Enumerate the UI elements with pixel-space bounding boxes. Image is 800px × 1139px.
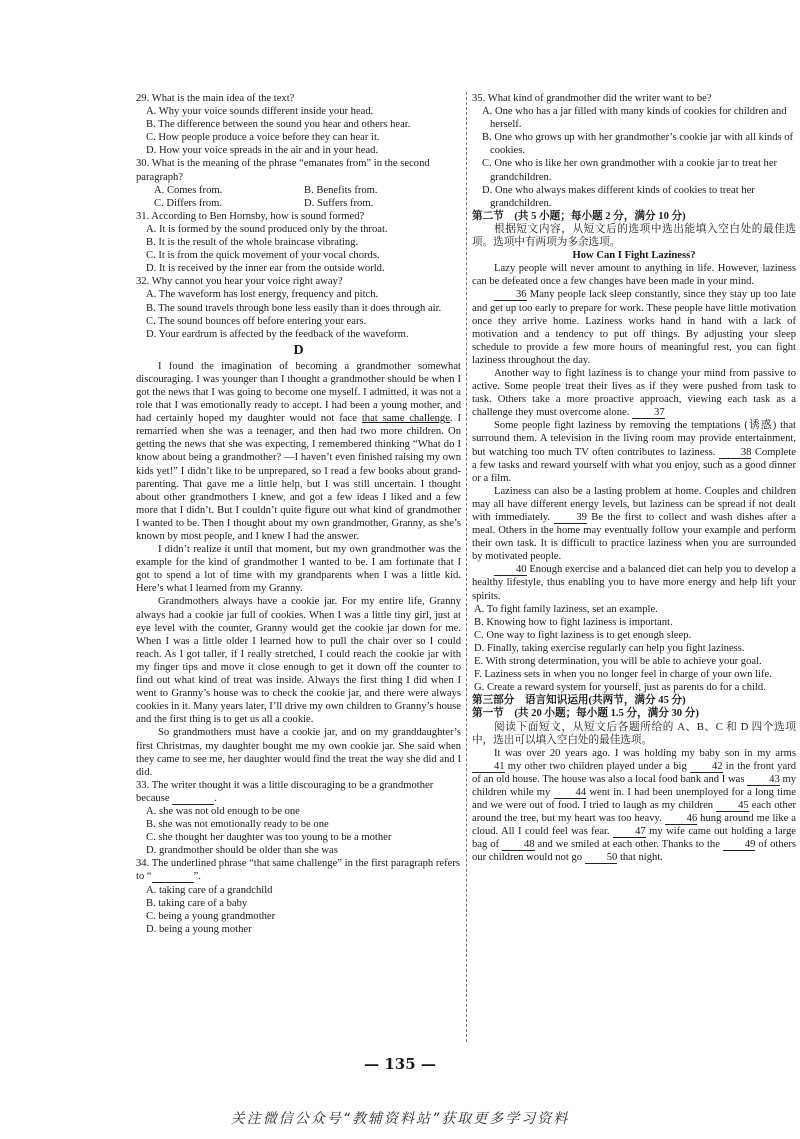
choice-list [472,603,796,695]
answer-blank [172,793,214,805]
option-a: A. It is formed by the sound produced only by the throat. [146,223,388,235]
question-stem [136,779,461,805]
option-c: C. being a young grandmother [146,910,276,922]
blank-37: 37 [632,407,665,419]
option-b: B. The sound travels through bone less easily than it does through air. [146,302,442,314]
blank-43: 43 [747,774,780,786]
page-number: — 135 — [364,1055,436,1073]
option-c: C. The sound bounces off before entering your ears. [146,315,367,327]
text-run: my wife came out holding a large bag of [472,826,796,851]
passage-paragraph [472,288,796,367]
option-c: C. she thought her daughter was too young to be a mother [146,832,392,844]
passage-paragraph: So grandmothers must have a cookie jar, and on my granddaughter’s first Christmas, my daughter bought me my own cookie jar. She said when they came to see me, her daughter would find the treat the way she did and I did. [136,727,461,778]
blank-41: 41 [472,761,505,773]
text-run: my children while my [472,773,796,798]
passage-paragraph: I didn’t realize it until that moment, but my own grandmother was the example for the kind of grandmother I wanted to be. I am fortunate that I got to spend a lot of time with my grandparents when I was a little kid. Here’s what I learned from my Granny. [136,544,461,595]
passage-paragraph [472,485,796,564]
text-run: . I remarried when she was a teenager, and then had two more children. On getting the news that she was expecting, I remembered thinking “What do I know about being a grandmother? —I haven’t even finished raising my own kids yet!” I didn’t like to be unprepared, so I read a few books about grand-parenting. That gave me a little help, but I was still uncertain. I thought about other grandmothers I knew, and got a few ideas I liked and a few more that I didn’t. But I couldn’t quite figure out what kind of grandmother I wanted to be. Then I thought about my own grandmother, Granny, as she’s known by most people, and I knew I had the answer. [136,413,461,542]
option-d: D. Your eardrum is affected by the feedback of the waveform. [146,328,409,340]
blank-49: 49 [723,839,756,851]
option-c: C. One who is like her own grandmother with a cookie jar to treat her grandchildren. [482,158,778,183]
option-b: B. Benefits from. [304,184,378,196]
question-33 [136,779,461,858]
text-run: Another way to fight laziness is to change your mind from passive to active. Some people treat their lives as if they were pushed from task to task. Others take a more proactive approach, viewing each task as a challenge they must overcome alone. [472,367,796,419]
part2-instructions: 根据短文内容，从短文后的选项中选出能填入空白处的最佳选项。选项中有两项为多余选项。 [472,223,796,249]
text-run: I found the imagination of becoming a grandmother somewhat discouraging. I was younger than I thought a grandmother should be when I got the news that I was going to become one myself. I admitted, it was not a role that I was emotionally ready to accept. I had been a young mother, and had certainly hoped my daughter would not face [136,360,461,425]
blank-47: 47 [613,826,646,838]
passage-paragraph [472,563,796,602]
option-a: A. Comes from. [154,184,223,196]
option-b: B. The difference between the sound you hear and others hear. [146,119,411,131]
cloze-passage [472,747,796,865]
question-stem: 32. Why cannot you hear your voice right away? [136,276,343,288]
option-c: C. Differs from. [154,197,223,209]
question-stem: 35. What kind of grandmother did the writer want to be? [472,93,712,104]
part3-subheading: 第一节 (共 20 小题；每小题 1.5 分，满分 30 分) [472,708,699,720]
option-d: D. It is received by the inner ear from the outside world. [146,263,385,275]
option-d: D. Suffers from. [304,197,374,209]
options-grid [136,184,461,210]
passage-paragraph: Grandmothers always have a cookie jar. For my entire life, Granny always had a cookie jar full of cookies. When I was a little tiny girl, just at eye level with the counter, Granny would get the cookie jar down for me. When I was a little older I learned how to pull the chair over so I could reach. As I got taller, if I really stretched, I could reach the cookie jar with my finger tips and move it close enough to get it down off the counter to find out what kind of treat was inside. Always the first thing I did when I went to Granny’s house was to check the cookie jar, and there were always cookies in it. Many years later, I’ll drive my own children to Granny’s house and the first thing is to get us all a cookie. [136,596,461,726]
blank-36: 36 [494,289,527,301]
section-d-heading: D [293,342,304,358]
option-c: C. How people produce a voice before they can hear it. [146,132,380,144]
passage-title: How Can I Fight Laziness? [572,250,696,262]
text-run: went in. I had been unemployed for a long time and we were out of food. I tried to laugh as my children [472,786,796,812]
question-31 [136,210,461,275]
question-34 [136,857,461,936]
choice-g: G. Create a reward system for yourself, just as parents do for a child. [474,682,766,694]
option-b: B. It is the result of the whole braincase vibrating. [146,237,359,249]
passage-paragraph [136,360,461,543]
text-run: and we smiled at each other. Thanks to the [534,839,723,851]
part2-heading: 第二节 (共 5 小题；每小题 2 分，满分 10 分) [472,210,686,222]
choice-c: C. One way to fight laziness is to get enough sleep. [474,629,692,641]
option-d: D. grandmother should be older than she was [146,845,338,857]
footer-note: 关注微信公众号“教辅资料站”获取更多学习资料 [230,1111,570,1127]
question-stem [136,857,461,883]
text-run: Complete a few tasks and reward yourself with what you enjoy, such as a good dinner or a film. [472,446,797,484]
text-run: 33. The writer thought it was a little discouraging to be a grandmother because [136,779,434,804]
passage-paragraph [472,367,796,419]
option-a: A. Why your voice sounds different inside your head. [146,106,374,118]
passage-paragraph: Lazy people will never amount to anything in life. However, laziness can be defeated once a few changes have been made in your mind. [472,263,796,288]
right-column [472,92,796,865]
blank-50: 50 [585,852,618,864]
text-run: Some people fight laziness by removing the temptations (诱惑) that surround them. A television in the living room may provide entertainment, but watching too much TV often contributes to laziness. [472,420,796,458]
question-35 [472,92,796,210]
option-a: A. One who has a jar filled with many kinds of cookies for children and herself. [482,106,787,131]
text-run: Be the first to collect and wash dishes after a meal. Others in the home may eventually follow your example and perform their own task. It is difficult to practice laziness when you are surrounded by motivated people. [472,512,796,563]
blank-38: 38 [719,447,752,459]
passage-d [136,360,461,779]
option-d: D. How your voice spreads in the air and in your head. [146,145,379,157]
option-a: A. taking care of a grandchild [146,884,273,896]
laziness-passage [472,262,796,602]
option-d: D. being a young mother [146,923,252,935]
underlined-phrase: that same challenge [361,413,450,425]
text-run: Many people lack sleep constantly, since they stay up too late and get up too early to prepare for work. These people have little motivation once they arrive home. Laziness works hand in hand with a lack of motivation and a tendency to put off things. By adjusting your sleep schedule to provide a few more hours of meaningful rest, you can fight laziness throughout the day. [472,289,796,366]
text-run: of others our children would not go [472,839,796,864]
blank-44: 44 [554,787,587,799]
blank-42: 42 [690,761,723,773]
option-a: A. The waveform has lost energy, frequency and pitch. [146,289,379,301]
text-run: each other around the tree, but my heart was too heavy. [472,800,796,825]
answer-blank [152,871,194,883]
choice-e: E. With strong determination, you will be able to achieve your goal. [474,656,762,668]
text-run: It was over 20 years ago. I was holding my baby son in my arms [494,747,796,759]
question-stem: 31. According to Ben Hornsby, how is sound formed? [136,210,365,222]
part3-instructions: 阅读下面短文，从短文后各题所给的 A、B、C 和 D 四个选项中，选出可以填入空白处的最佳选项。 [472,721,796,746]
blank-39: 39 [554,512,587,524]
choice-a: A. To fight family laziness, set an example. [474,603,658,615]
text-run: 34. The underlined phrase “that same challenge” in the first paragraph refers to “ [136,858,460,883]
left-column [136,92,461,936]
blank-40: 40 [494,564,527,576]
part3-heading: 第三部分 语言知识运用(共两节，满分 45 分) [472,695,686,707]
text-run: that night. [617,852,663,864]
choice-b: B. Knowing how to fight laziness is important. [474,616,673,628]
blank-48: 48 [502,839,535,851]
option-b: B. One who grows up with her grandmother’s cookie jar with all kinds of cookies. [482,132,794,157]
option-c: C. It is from the quick movement of your vocal chords. [146,250,380,262]
text-run: . [214,792,217,804]
text-run: Laziness can also be a lasting problem at home. Couples and children may all have different energy levels, but laziness can be spread if not dealt with immediately. [472,485,796,523]
text-run: in the front yard of an old house. The house was also a local food bank and I was [472,760,796,785]
option-d: D. One who always makes different kinds of cookies to treat her grandchildren. [482,184,755,209]
choice-d: D. Finally, taking exercise regularly can help you fight laziness. [474,642,745,654]
blank-45: 45 [716,800,749,812]
column-divider [466,92,467,1042]
option-b: B. she was not emotionally ready to be one [146,819,329,831]
text-run: my other two children played under a big [504,760,690,772]
option-b: B. taking care of a baby [146,897,248,909]
text-run: Enough exercise and a balanced diet can help you to develop a healthy lifestyle, thus enabling you to have more energy and help lift your spirits. [472,564,796,602]
question-stem: 29. What is the main idea of the text? [136,93,295,104]
passage-paragraph [472,419,796,484]
question-30 [136,157,461,209]
question-stem: 30. What is the meaning of the phrase “emanates from” in the second paragraph? [136,158,430,183]
blank-46: 46 [665,813,698,825]
choice-f: F. Laziness sets in when you no longer feel in charge of your own life. [474,669,772,681]
text-run: ”. [193,871,201,883]
question-32 [136,275,461,340]
text-run: hung around me like a cloud. All I could feel was fear. [472,813,796,838]
option-a: A. she was not old enough to be one [146,805,300,817]
question-29 [136,92,461,157]
